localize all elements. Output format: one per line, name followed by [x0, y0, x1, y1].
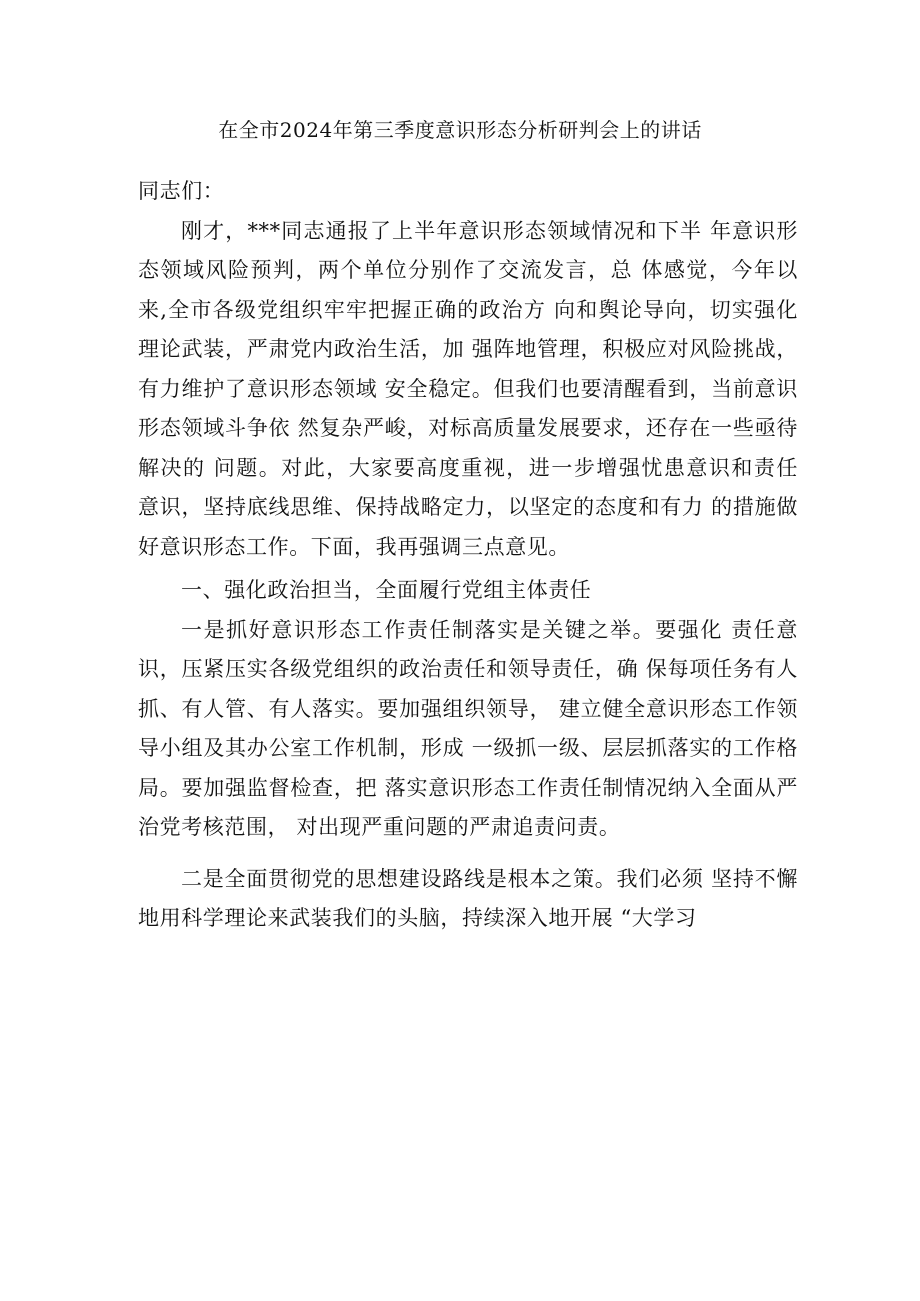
- document-title: 在全市2024年第三季度意识形态分析研判会上的讲话: [218, 118, 702, 142]
- salutation: 同志们：: [138, 179, 225, 203]
- paragraph-point-1: 一是抓好意识形态工作责任制落实是关键之举。要强化 责任意识，压紧压实各级党组织的政治责任和领导责任，确 保每项任务有人抓、有人管、有人落实。要加强组织领导， 建立健全意识形态工作领导小组及其办公室工作机制，形成 一级抓一级、层层抓落实的工作格局。要加强监督检查，把 落实意识形态工作责任制情况纳入全面从严治党考核范围， 对出现严重问题的严肃追责问责。: [138, 617, 798, 839]
- document-body: [138, 172, 798, 939]
- paragraph-point-2: 二是全面贯彻党的思想建设路线是根本之策。我们必须 坚持不懈地用科学理论来武装我们的头脑，持续深入地开展 “大学习: [138, 866, 798, 930]
- paragraph-intro: 刚才，***同志通报了上半年意识形态领域情况和下半 年意识形态领域风险预判，两个单位分别作了交流发言，总 体感觉，今年以来,全市各级党组织牢牢把握正确的政治方 向和舆论导向，切实强化理论武装，严肃党内政治生活，加 强阵地管理，积极应对风险挑战，有力维护了意识形态领域 安全稳定。但我们也要清醒看到，当前意识形态领域斗争依 然复杂严峻，对标高质量发展要求，还存在一些亟待解决的 问题。对此，大家要高度重视，进一步增强忧患意识和责任 意识，坚持底线思维、保持战略定力，以坚定的态度和有力 的措施做好意识形态工作。下面，我再强调三点意见。: [138, 218, 798, 559]
- section-heading-1: 一、强化政治担当，全面履行党组主体责任: [181, 578, 592, 602]
